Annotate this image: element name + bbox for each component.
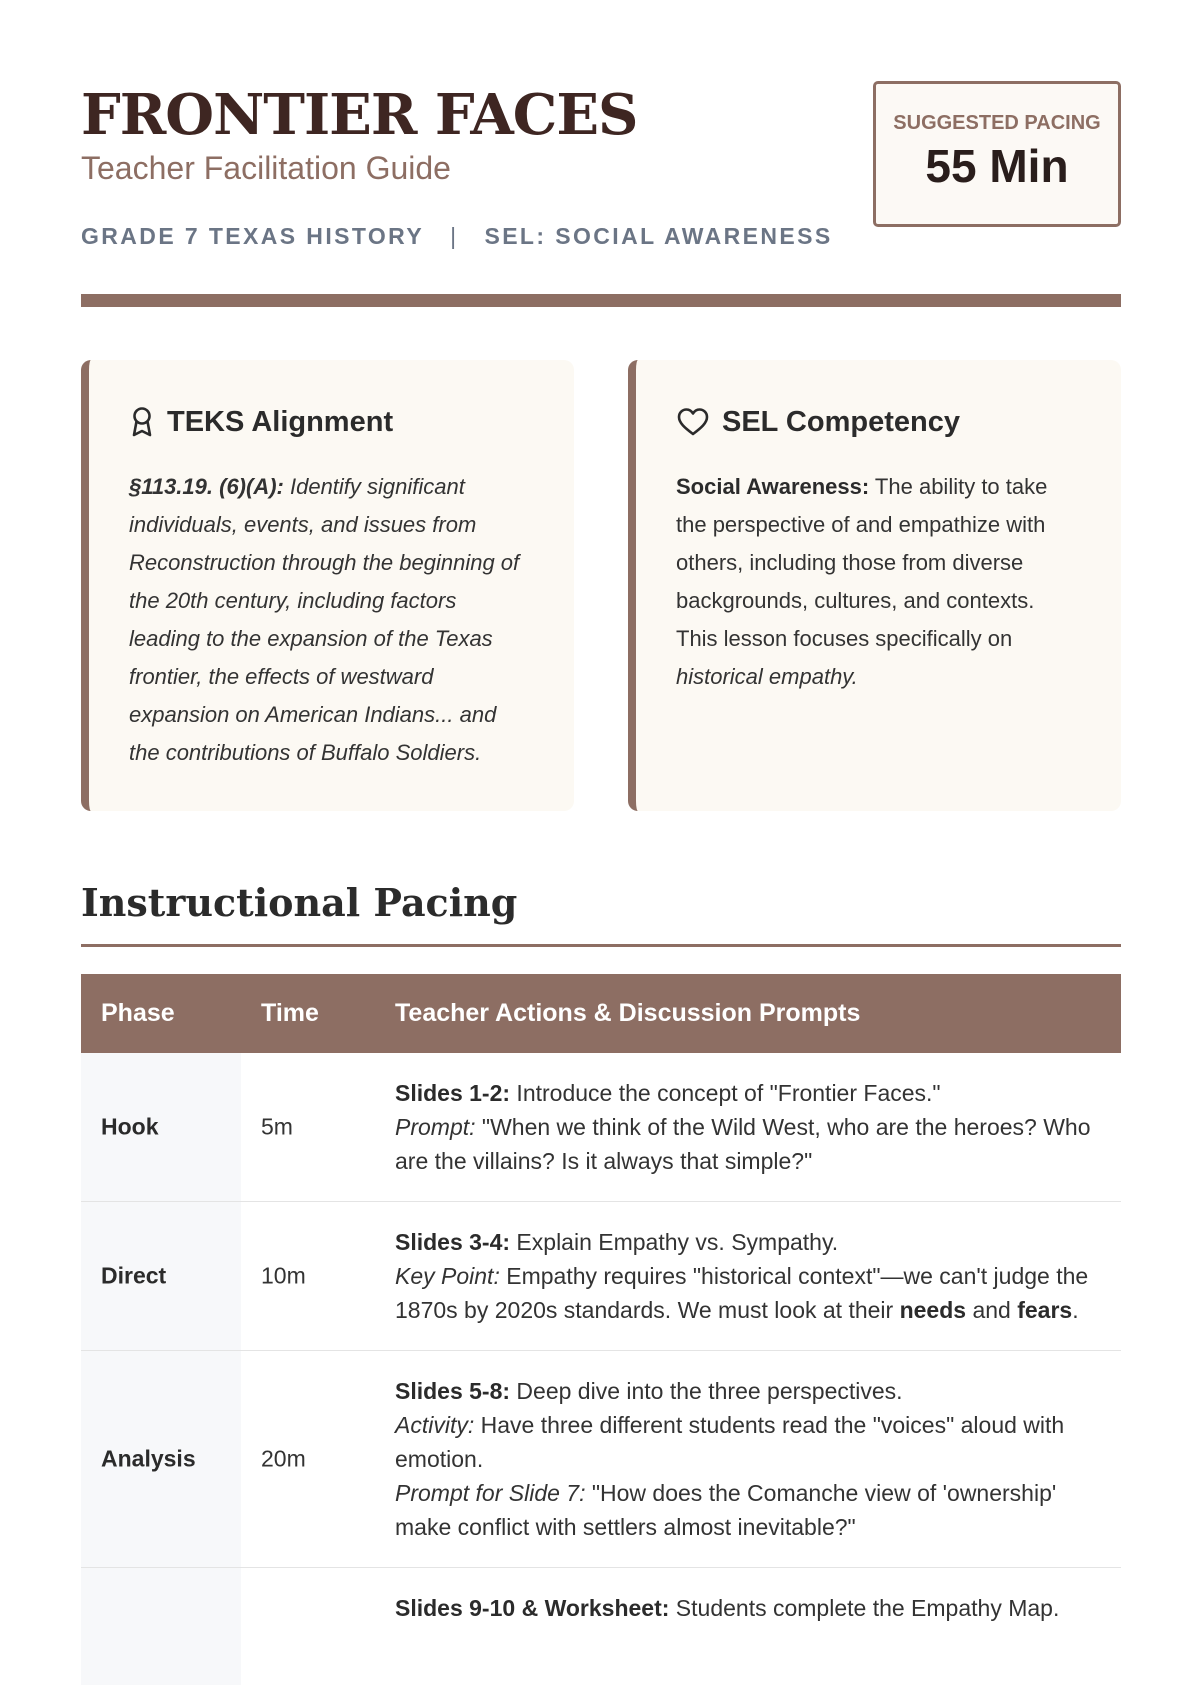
alignment-cards: [81, 360, 1121, 811]
sel-term: Social Awareness:: [676, 474, 870, 499]
teks-card: [81, 360, 574, 811]
slides-ref: Slides 3-4:: [395, 1229, 511, 1255]
actions-cell: [395, 1568, 1095, 1685]
table-row: [81, 1053, 1121, 1202]
activity-text: Have three different students read the "voices" aloud with emotion.: [395, 1412, 1065, 1472]
key-point-text: Empathy requires "historical context"—we can't judge the 1870s by 2020s standards. We must look at their: [395, 1263, 1089, 1323]
pacing-value: 55 Min: [925, 140, 1069, 192]
slides-ref: Slides 1-2:: [395, 1080, 511, 1106]
sel-card-header: [676, 402, 1077, 442]
actions-cell: [395, 1053, 1095, 1201]
pacing-label: SUGGESTED PACING: [893, 112, 1101, 134]
phase-label: Analysis: [101, 1445, 196, 1472]
slides-text: Explain Empathy vs. Sympathy.: [510, 1229, 839, 1255]
award-ribbon-icon: [129, 406, 155, 438]
course-meta: [81, 223, 833, 250]
activity-label: Activity:: [395, 1412, 475, 1438]
column-header-time: Time: [261, 999, 319, 1027]
slides-ref: Slides 9-10 & Worksheet:: [395, 1595, 670, 1621]
pacing-table: [81, 974, 1121, 1685]
actions-cell: [395, 1202, 1095, 1350]
teks-code: §113.19. (6)(A):: [129, 474, 284, 499]
teks-card-body: [129, 468, 530, 772]
key-point-end: .: [1072, 1297, 1079, 1323]
heart-icon: [676, 407, 710, 437]
table-row: [81, 1568, 1121, 1685]
time-label: 10m: [261, 1262, 306, 1289]
key-point-mid: and: [966, 1297, 1018, 1323]
slides-ref: Slides 5-8:: [395, 1378, 511, 1404]
prompt-text: "When we think of the Wild West, who are the heroes? Who are the villains? Is it always that simple?": [395, 1114, 1091, 1174]
phase-label: Direct: [101, 1262, 167, 1289]
column-header-phase: Phase: [101, 999, 175, 1027]
meta-separator: |: [450, 223, 459, 249]
suggested-pacing-box: [873, 81, 1121, 227]
teks-card-title: TEKS Alignment: [167, 405, 394, 438]
emphasis-needs: needs: [899, 1297, 967, 1323]
column-header-actions: Teacher Actions & Discussion Prompts: [395, 999, 861, 1027]
actions-cell: [395, 1351, 1095, 1567]
sel-card-body: [676, 468, 1077, 696]
time-label: 5m: [261, 1113, 293, 1140]
slides-text: Deep dive into the three perspectives.: [510, 1378, 903, 1404]
section-title: Instructional Pacing: [81, 880, 518, 925]
emphasis-fears: fears: [1017, 1297, 1073, 1323]
sel-card: [628, 360, 1121, 811]
time-label: 20m: [261, 1445, 306, 1472]
slides-text: Introduce the concept of "Frontier Faces.": [510, 1080, 941, 1106]
slides-text: Students complete the Empathy Map.: [669, 1595, 1060, 1621]
sel-card-title: SEL Competency: [722, 405, 960, 438]
grade-label: GRADE 7 TEXAS HISTORY: [81, 223, 425, 249]
document-title: FRONTIER FACES: [81, 82, 638, 148]
prompt-text: "How does the Comanche view of 'ownership' make conflict with settlers almost inevitable?": [395, 1480, 1057, 1540]
table-row: [81, 1202, 1121, 1351]
prompt-label: Prompt for Slide 7:: [395, 1480, 586, 1506]
table-row: [81, 1351, 1121, 1568]
teacher-guide-page: [81, 0, 1121, 1621]
section-divider: [81, 944, 1121, 947]
prompt-label: Prompt:: [395, 1114, 476, 1140]
document-subtitle: Teacher Facilitation Guide: [81, 150, 451, 186]
sel-emphasis: historical empathy.: [676, 664, 858, 689]
table-header: [81, 974, 1121, 1053]
teks-card-header: [129, 402, 530, 442]
phase-cell: [81, 1568, 241, 1685]
sel-label: SEL: SOCIAL AWARENESS: [484, 223, 833, 249]
key-point-label: Key Point:: [395, 1263, 500, 1289]
teks-text: Identify significant individuals, events, and issues from Reconstruction through the beginning of the 20th century, including factors leading to the expansion of the Texas frontier, the effects of westward expansion on American Indians... and the contributions of Buffalo Soldiers.: [129, 474, 520, 765]
header: [81, 0, 1121, 308]
sel-text: The ability to take the perspective of and empathize with others, including those from diverse backgrounds, cultures, and contexts. This lesson focuses specifically on: [676, 474, 1048, 651]
phase-label: Hook: [101, 1113, 159, 1140]
header-divider: [81, 294, 1121, 307]
